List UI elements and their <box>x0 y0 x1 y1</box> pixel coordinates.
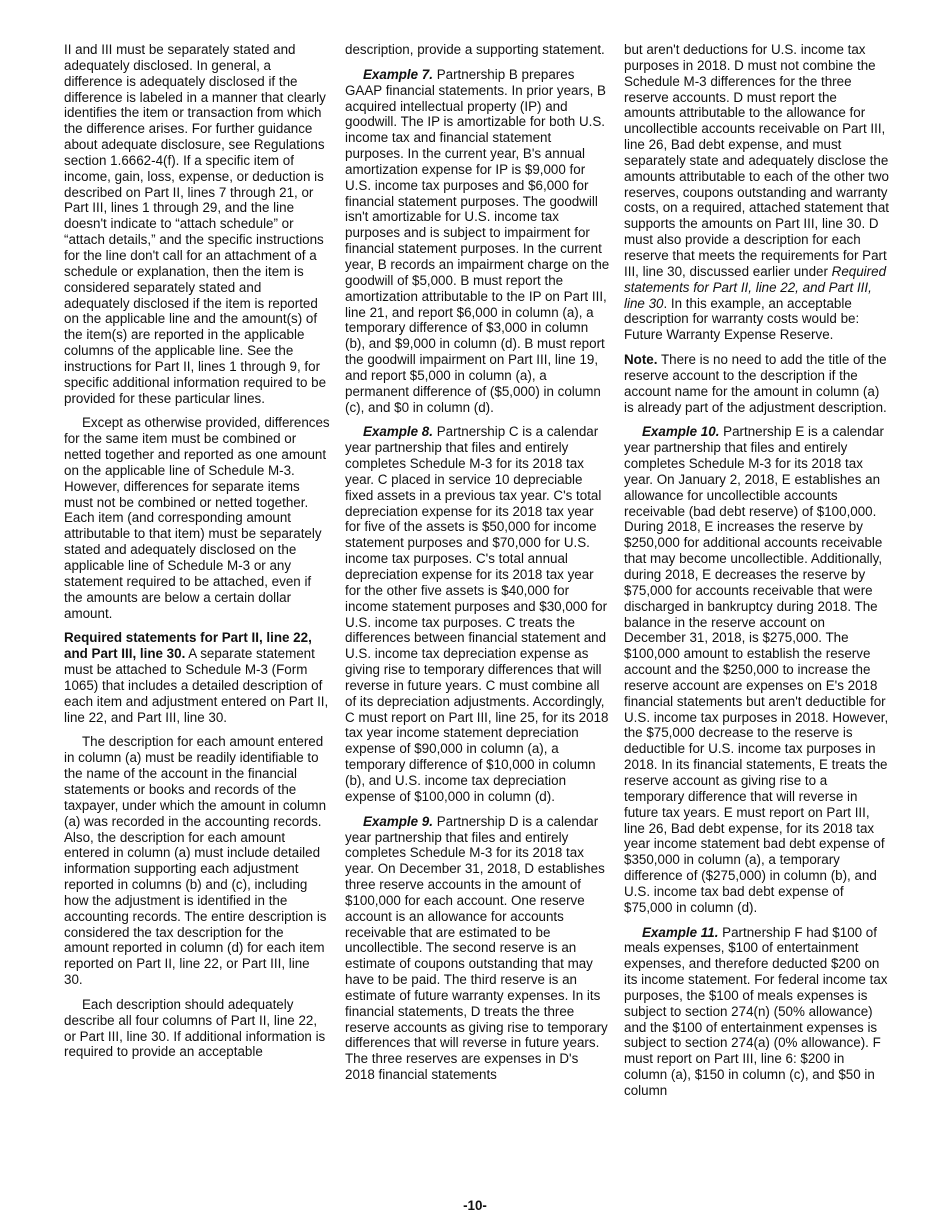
paragraph <box>624 42 890 343</box>
paragraph-text: but aren't deductions for U.S. income tax purposes in 2018. D must not combine the Schedule M-3 differences for the three reserve accounts. D must report the amounts attributable to the allowance for uncollectible accounts receivable on Part III, line 26, Bad debt expense, and must separately state and adequately disclose the amounts attributable to each of the other two reserves, coupons outstanding and warranty costs, on a required, attached statement that supports the amounts on Part III, line 30. D must also provide a description for each reserve that meets the requirements for Part III, line 30, discussed earlier under <box>624 42 890 279</box>
example-label: Example 7. <box>363 66 433 82</box>
paragraph-text: . In this example, an acceptable description for warranty costs would be: Future Warranty Expense Reserve. <box>624 295 860 343</box>
paragraph: Except as otherwise provided, differences for the same item must be combined or netted together and reported as one amount on the applicable line of Schedule M-3. However, differences for separate items must not be combined or netted together. Each item (and corresponding amount attributable to that item) must be separately stated and adequately disclosed on the applicable line of Schedule M-3 or any statement required to be attached, even if the amounts are below a certain dollar amount. <box>64 415 330 621</box>
example-7 <box>345 67 611 416</box>
note-label: Note. <box>624 352 658 368</box>
example-label: Example 9. <box>363 813 433 829</box>
paragraph: The description for each amount entered in column (a) must be readily identifiable to the name of the account in the financial statements or books and records of the taxpayer, under which the amount in column (a) was recorded in the accounting records. Also, the description for each amount entered in column (a) must include detailed information supporting each adjustment reported in columns (b) and (c), including how the adjustment is identified in the accounting records. The entire description is considered the tax description for the amount reported in column (d) for each item reported on Part II, line 22, or Part III, line 30. <box>64 734 327 988</box>
paragraph: II and III must be separately stated and adequately disclosed. In general, a difference is adequately disclosed if the difference is labeled in a manner that clearly identifies the item or transaction from which the difference arises. For further guidance about adequate disclosure, see Regulations section 1.6662-4(f). If a specific item of income, gain, loss, expense, or deduction is described on Part II, lines 7 through 21, or Part III, lines 1 through 29, and the line doesn't indicate to “attach schedule” or “attach details,” and the specific instructions for the line don't call for an attachment of a schedule or explanation, then the item is considered separately stated and adequately disclosed if the item is reported on the applicable line and the amount(s) of the item(s) are reported in the applicable columns of the applicable line. See the instructions for Part II, lines 1 through 9, for specific additional information required to be provided for these particular lines. <box>64 42 327 406</box>
example-text: Partnership C is a calendar year partnership that files and entirely completes Schedule M-3 for its 2018 tax year. C placed in service 10 depreciable fixed assets in a previous tax year. C's total depreciation expense for its 2018 tax year for five of the assets is $50,000 for income statement purposes and $70,000 for U.S. income tax purposes. C's total annual depreciation expense for its 2018 tax year for the other five assets is $40,000 for income statement purposes and $30,000 for U.S. income tax purposes. C treats the differences between financial statement and U.S. income tax depreciation expense as giving rise to temporary differences that will reverse in future years. C must combine all of its depreciation adjustments. Accordingly, C must report on Part III, line 25, for its 2018 tax year income statement depreciation expense of $90,000 in column (a), a temporary difference of $10,000 in column (b), and U.S. income tax depreciation expense of $100,000 in column (d). <box>345 424 609 804</box>
example-text: Partnership B prepares GAAP financial statements. In prior years, B acquired intellectual property (IP) and goodwill. The IP is amortizable for both U.S. income tax and financial statement purposes. In the current year, B's annual amortization expense for IP is $9,000 for U.S. income tax purposes and $6,000 for financial statement purposes. The goodwill isn't amortizable for U.S. income tax purposes and is subject to impairment for financial statement purposes. In the current year, B records an impairment charge on the goodwill of $5,000. B must report the amortization attributable to the IP on Part III, line 21, and report $6,000 in column (a), a temporary difference of $3,000 in column (b), and $9,000 in column (d). B must report the goodwill impairment on Part III, line 19, and report $5,000 in column (a), a permanent difference of ($5,000) in column (c), and $0 in column (d). <box>345 66 610 415</box>
example-10 <box>624 424 890 915</box>
example-11 <box>624 925 890 1099</box>
cross-reference: Required statements for Part II, line 22, and Part III, line 30 <box>624 263 887 311</box>
paragraph: description, provide a supporting statement. <box>345 42 605 57</box>
example-label: Example 11. <box>642 924 719 940</box>
example-label: Example 8. <box>363 424 433 440</box>
example-text: Partnership E is a calendar year partnership that files and entirely completes Schedule M-3 for its 2018 tax year. On January 2, 2018, E establishes an allowance for uncollectible accounts receivable (bad debt reserve) of $100,000. During 2018, E increases the reserve by $250,000 for additional accounts receivable that may become uncollectible. Additionally, during 2018, E decreases the reserve by $75,000 for accounts receivable that were discharged in bankruptcy during 2018. The balance in the reserve account on December 31, 2018, is $275,000. The $100,000 amount to establish the reserve account and the $250,000 to increase the reserve account are expenses on E's 2018 financial statements but aren't deductible for U.S. income tax purposes in 2018. However, the $75,000 decrease to the reserve is deductible for U.S. income tax purposes in 2018. In its financial statements, E treats the reserve account as giving rise to a temporary difference that will reverse in future tax years. E must report on Part III, line 26, Bad debt expense, for its 2018 tax year income statement bad debt expense of $350,000 in column (a), a temporary difference of ($275,000) in column (b), and U.S. income tax bad debt expense of $75,000 in column (d). <box>624 424 889 915</box>
example-text: Partnership D is a calendar year partnership that files and entirely completes Schedule M-3 for its 2018 tax year. On December 31, 2018, D establishes three reserve accounts in the amount of $100,000 for each account. One reserve account is an allowance for accounts receivable that are estimated to be uncollectible. The second reserve is an estimate of coupons outstanding that may have to be paid. The third reserve is an estimate of future warranty expenses. In its financial statements, D treats the three reserve accounts as giving rise to temporary differences that will reverse in future years. The three reserves are expenses in D's 2018 financial statements <box>345 813 608 1083</box>
paragraph-required-statements <box>64 630 330 725</box>
example-9 <box>345 814 611 1083</box>
column-left <box>64 42 330 1069</box>
example-8 <box>345 424 611 804</box>
section-heading: Required statements for Part II, line 22, and Part III, line 30. <box>64 630 312 662</box>
example-label: Example 10. <box>642 424 720 440</box>
note-text: There is no need to add the title of the reserve account to the description if the account name for the amount in column (a) is already part of the adjustment description. <box>624 352 887 415</box>
column-middle <box>345 42 611 1092</box>
paragraph: Each description should adequately describe all four columns of Part II, line 22, or Part III, line 30. If additional information is required to provide an acceptable <box>64 996 326 1060</box>
column-right <box>624 42 890 1108</box>
note <box>624 352 890 415</box>
paragraph-text: A separate statement must be attached to Schedule M-3 (Form 1065) that includes a detailed description of each item and adjustment entered on Part II, line 22, and Part III, line 30. <box>64 646 329 725</box>
example-text: Partnership F had $100 of meals expenses, $100 of entertainment expenses, and therefore deducted $200 on its income statement. For federal income tax purposes, the $100 of meals expenses is subject to section 274(n) (50% allowance) and the $100 of entertainment expenses is subject to section 274(a) (0% allowance). F must report on Part III, line 6: $200 in column (a), $150 in column (c), and $50 in column <box>624 924 888 1098</box>
page-number: -10- <box>463 1198 487 1213</box>
